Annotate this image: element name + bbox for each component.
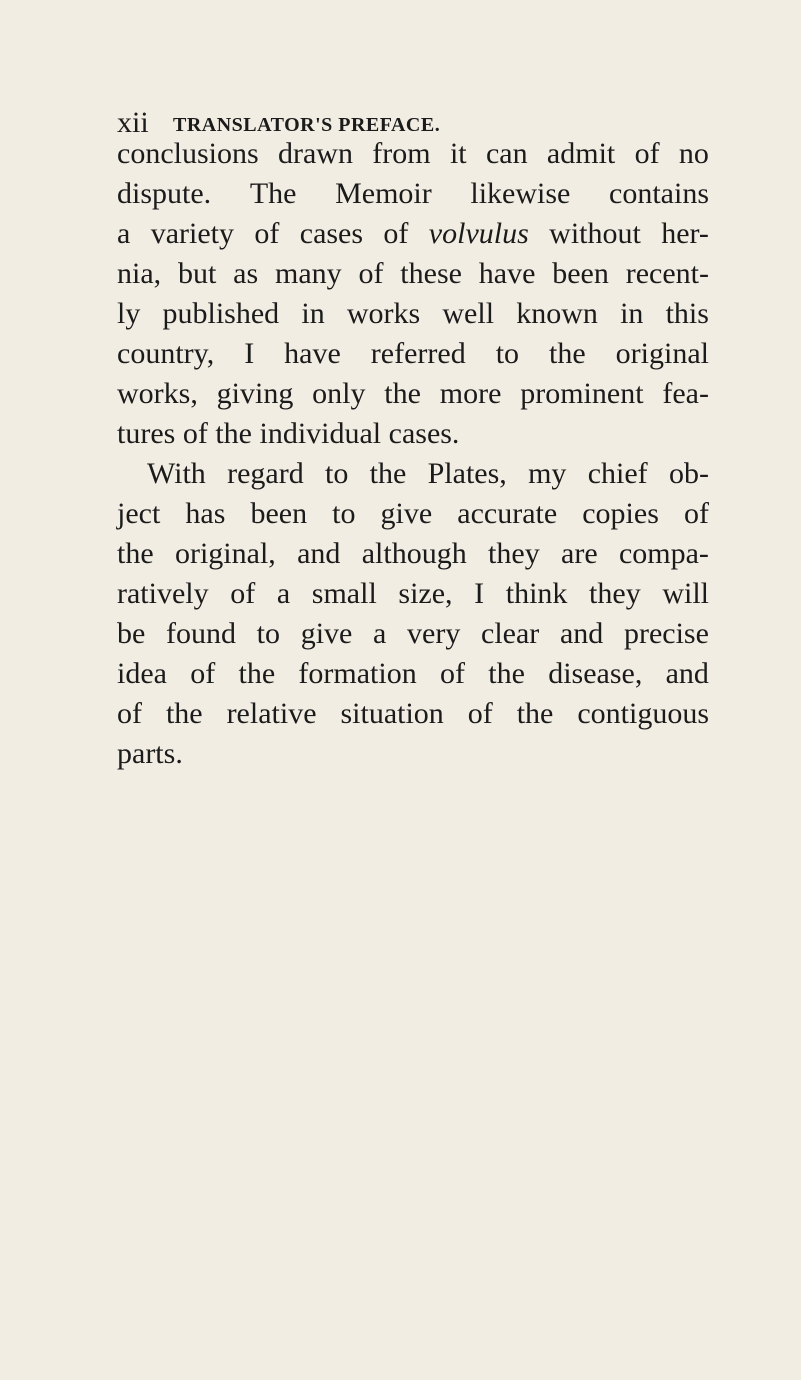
text-line: the original, and although they are compa- — [117, 537, 709, 570]
text-line: ratively of a small size, I think they will — [117, 577, 709, 610]
text-line: With regard to the Plates, my chief ob- — [147, 457, 709, 490]
text-line: conclusions drawn from it can admit of no — [117, 137, 709, 170]
text-line: of the relative situation of the contiguous — [117, 697, 709, 730]
text-line: be found to give a very clear and precise — [117, 617, 709, 650]
text-line: nia, but as many of these have been recent- — [117, 257, 709, 290]
text-line: parts. — [117, 737, 183, 770]
body-text — [117, 134, 709, 774]
text-line: ly published in works well known in this — [117, 297, 709, 330]
text-line: tures of the individual cases. — [117, 417, 460, 450]
page-number: xii — [117, 106, 149, 139]
text-line: works, giving only the more prominent fea- — [117, 377, 709, 410]
text-line: a variety of cases of volvulus without her- — [117, 217, 709, 250]
running-title: TRANSLATOR'S PREFACE. — [173, 114, 441, 136]
text-line: country, I have referred to the original — [117, 337, 709, 370]
text-line: dispute. The Memoir likewise contains — [117, 177, 709, 210]
text-line: ject has been to give accurate copies of — [117, 497, 709, 530]
text-line: idea of the formation of the disease, and — [117, 657, 709, 690]
